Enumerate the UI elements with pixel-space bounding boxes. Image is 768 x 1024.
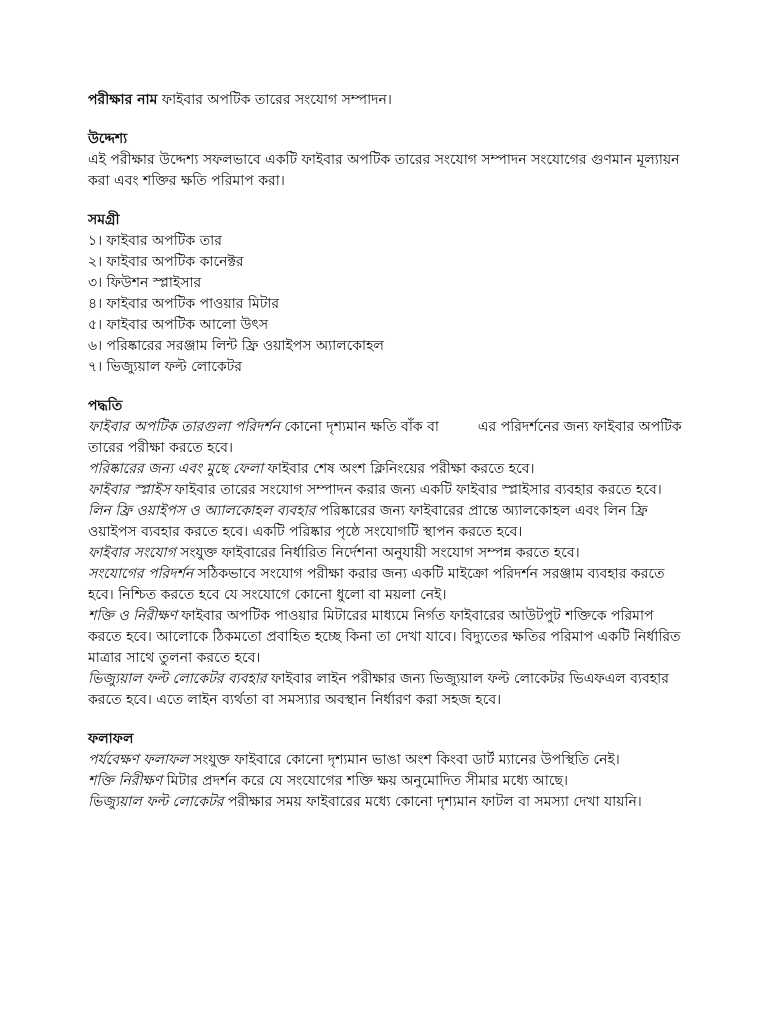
method-step-text: সঠিকভাবে সংযোগ পরীক্ষা করার জন্য একটি মাইক্রো পরিদর্শন সরঞ্জাম ব্যবহার করতে হবে। নিশ্চিত করতে হবে যে সংযোগে কোনো ধুলো বা ময়লা নেই। (88, 566, 665, 603)
method-step-lead: ফাইবার স্প্লাইস (88, 482, 171, 498)
method-step (88, 606, 688, 669)
method-step-lead: ফাইবার অপটিক তারগুলা পরিদর্শন (88, 419, 280, 435)
method-step-lead: সংযোগের পরিদর্শন (88, 566, 194, 582)
materials-item: ৫। ফাইবার অপটিক আলো উৎস (88, 317, 269, 333)
experiment-title-line (88, 90, 688, 111)
materials-item: ২। ফাইবার অপটিক কানেক্টর (88, 254, 244, 270)
experiment-title-label: পরীক্ষার নাম (88, 92, 158, 108)
experiment-title-value: ফাইবার অপটিক তারের সংযোগ সম্পাদন। (161, 92, 392, 108)
materials-item: ৪। ফাইবার অপটিক পাওয়ার মিটার (88, 296, 280, 312)
method-step (88, 564, 688, 606)
materials-section (88, 210, 688, 378)
materials-heading: সমগ্রী (88, 212, 120, 228)
result-item-lead: পর্যবেক্ষণ ফলাফল (88, 752, 189, 768)
objective-text: এই পরীক্ষার উদ্দেশ্য সফলভাবে একটি ফাইবার অপটিক তারের সংযোগ সম্পাদন সংযোগের গুণমান মূল্যায়ন করা এবং শক্তির ক্ষতি পরিমাপ করা। (88, 152, 680, 189)
method-step (88, 480, 688, 501)
result-item (88, 750, 688, 771)
objective-heading: উদ্দেশ্য (88, 131, 128, 147)
method-step-text: পরিষ্কারের জন্য ফাইবারের প্রান্তে অ্যালকোহল এবং লিন ফ্রি ওয়াইপস ব্যবহার করতে হবে। একটি পরিষ্কার পৃষ্ঠে সংযোগটি স্থাপন করতে হবে। (88, 503, 648, 540)
results-heading: ফলাফল (88, 731, 134, 747)
objective-section (88, 129, 688, 192)
result-item-lead: শক্তি নিরীক্ষণ (88, 773, 163, 789)
method-section (88, 396, 688, 711)
method-step-text: ফাইবার অপটিক পাওয়ার মিটারের মাধ্যমে নির্গত ফাইবারের আউটপুট শক্তিকে পরিমাপ করতে হবে। আলোকে ঠিকমতো প্রবাহিত হচ্ছে কিনা তা দেখা যাবে। বিদ্যুতের ক্ষতির পরিমাপ একটি নির্ধারিত মাত্রার সাথে তুলনা করতে হবে। (88, 608, 681, 666)
method-step-text: ফাইবার শেষ অংশ ক্লিনিংয়ের পরীক্ষা করতে হবে। (263, 461, 535, 477)
materials-item: ৩। ফিউশন স্প্লাইসার (88, 275, 202, 291)
method-step (88, 501, 688, 543)
method-step-text: কোনো দৃশ্যমান ক্ষতি বাঁক বা (279, 419, 444, 435)
materials-list (88, 231, 688, 378)
method-heading: পদ্ধতি (88, 398, 123, 414)
results-section (88, 729, 688, 813)
method-step-lead: লিন ফ্রি ওয়াইপস ও অ্যালকোহল ব্যবহার (88, 503, 316, 519)
method-step-lead: ভিজ্যুয়াল ফল্ট লোকেটর ব্যবহার (88, 671, 267, 687)
method-step-text: ফাইবার তারের সংযোগ সম্পাদন করার জন্য একটি ফাইবার স্প্লাইসার ব্যবহার করতে হবে। (170, 482, 662, 498)
result-item-text: মিটার প্রদর্শন করে যে সংযোগের শক্তি ক্ষয় অনুমোদিত সীমার মধ্যে আছে। (162, 773, 568, 789)
materials-item: ৭। ভিজ্যুয়াল ফল্ট লোকেটর (88, 359, 242, 375)
result-item-text: সংযুক্ত ফাইবারে কোনো দৃশ্যমান ভাঙা অংশ কিংবা ডার্ট ম্যানের উপস্থিতি নেই। (188, 752, 620, 768)
method-step (88, 669, 688, 711)
method-step (88, 543, 688, 564)
method-step (88, 459, 688, 480)
method-step-lead: পরিষ্কারের জন্য এবং মুছে ফেলা (88, 461, 264, 477)
method-step (88, 417, 688, 459)
result-item (88, 771, 688, 792)
document-body (88, 90, 688, 831)
materials-item: ১। ফাইবার অপটিক তার (88, 233, 222, 249)
method-step-text: এর পরিদর্শনের জন্য ফাইবার অপটিক তারের পরীক্ষা করতে হবে। (88, 419, 682, 456)
method-step-lead: ফাইবার সংযোগ (88, 545, 176, 561)
method-step-lead: শক্তি ও নিরীক্ষণ (88, 608, 177, 624)
method-step-text: ফাইবার লাইন পরীক্ষার জন্য ভিজ্যুয়াল ফল্ট লোকেটর ভিএফএল ব্যবহার করতে হবে। এতে লাইন ব্যর্থতা বা সমস্যার অবস্থান নির্ধারণ করা সহজ হবে। (88, 671, 669, 708)
result-item-lead: ভিজ্যুয়াল ফল্ট লোকেটর (88, 794, 224, 810)
method-step-text: সংযুক্ত ফাইবারের নির্ধারিত নির্দেশনা অনুযায়ী সংযোগ সম্পন্ন করতে হবে। (175, 545, 580, 561)
result-item (88, 792, 688, 813)
result-item-text: পরীক্ষার সময় ফাইবারের মধ্যে কোনো দৃশ্যমান ফাটল বা সমস্যা দেখা যায়নি। (223, 794, 642, 810)
materials-item: ৬। পরিষ্কারের সরঞ্জাম লিন্ট ফ্রি ওয়াইপস অ্যালকোহল (88, 338, 384, 354)
